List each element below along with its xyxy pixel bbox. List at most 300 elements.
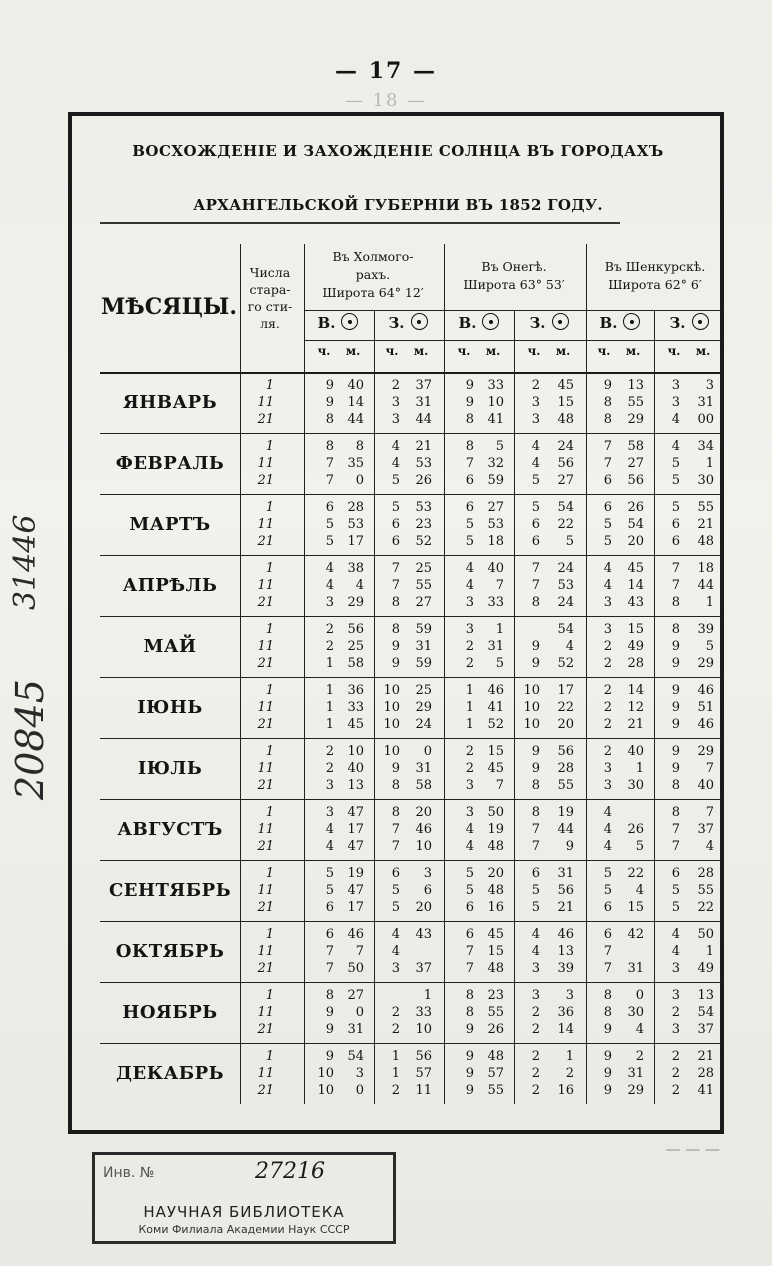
hours-cell: 6	[391, 517, 400, 532]
hours-cell: 8	[603, 988, 612, 1003]
minutes-cell: 31	[415, 761, 432, 776]
hours-cell: 2	[603, 656, 612, 671]
minutes-cell: 49	[627, 639, 644, 654]
hours-cell: 7	[391, 561, 400, 576]
minutes-cell: 55	[627, 395, 644, 410]
minutes-cell: 1	[705, 595, 714, 610]
hours-cell: 5	[671, 473, 680, 488]
minutes-cell: 16	[487, 900, 504, 915]
minutes-cell: 23	[487, 988, 504, 1003]
minutes-cell: 31	[627, 961, 644, 976]
hours-cell: 2	[391, 378, 400, 393]
hours-cell: 5	[603, 866, 612, 881]
minutes-cell: 40	[347, 761, 364, 776]
minutes-cell: 1	[423, 988, 432, 1003]
minutes-cell: 44	[347, 412, 364, 427]
minutes-cell: 21	[557, 900, 574, 915]
hours-cell: 3	[465, 595, 474, 610]
hours-cell: 7	[531, 578, 540, 593]
hours-cell: 8	[531, 778, 540, 793]
minutes-cell: 45	[487, 927, 504, 942]
minutes-cell: 25	[347, 639, 364, 654]
hours-header: ч.	[597, 344, 611, 358]
hours-cell: 7	[465, 961, 474, 976]
minutes-cell: 10	[487, 395, 504, 410]
month-name: АПРѢЛЬ	[122, 575, 218, 596]
sun-symbol-icon	[482, 313, 499, 330]
minutes-cell: 46	[415, 822, 432, 837]
hours-cell: 5	[531, 900, 540, 915]
hours-cell: 8	[465, 412, 474, 427]
minutes-cell: 21	[697, 1049, 714, 1064]
hours-cell: 9	[465, 1083, 474, 1098]
minutes-cell: 20	[557, 717, 574, 732]
hours-cell: 7	[325, 944, 334, 959]
minutes-cell: 37	[415, 378, 432, 393]
minutes-cell: 24	[415, 717, 432, 732]
city-header-line: Широта 62° 6′	[608, 277, 702, 292]
hours-cell: 4	[671, 927, 680, 942]
hours-cell: 1	[465, 683, 474, 698]
month-name: ФЕВРАЛЬ	[115, 453, 225, 474]
day-number: 11	[257, 822, 274, 837]
minutes-cell: 55	[487, 1083, 504, 1098]
minutes-cell: 59	[487, 473, 504, 488]
day-number: 1	[265, 805, 274, 820]
hours-cell: 8	[391, 778, 400, 793]
minutes-cell: 8	[355, 439, 364, 454]
hours-cell: 7	[531, 822, 540, 837]
minutes-cell: 46	[697, 683, 714, 698]
hours-cell: 9	[531, 639, 540, 654]
month-divider	[100, 616, 724, 617]
hours-cell: 5	[465, 534, 474, 549]
day-number: 11	[257, 761, 274, 776]
hours-cell: 8	[325, 439, 334, 454]
hours-cell: 6	[671, 534, 680, 549]
month-divider	[100, 860, 724, 861]
day-number: 1	[265, 561, 274, 576]
hours-cell: 1	[391, 1049, 400, 1064]
day-number: 21	[257, 839, 274, 854]
minutes-cell: 56	[557, 744, 574, 759]
minutes-cell: 20	[415, 805, 432, 820]
minutes-cell: 14	[557, 1022, 574, 1037]
hours-cell: 8	[465, 988, 474, 1003]
minutes-cell: 50	[697, 927, 714, 942]
hours-cell: 2	[531, 1083, 540, 1098]
minutes-cell: 4	[355, 578, 364, 593]
hours-cell: 7	[391, 578, 400, 593]
month-name: ОКТЯБРЬ	[115, 941, 225, 962]
minutes-cell: 43	[627, 595, 644, 610]
city-header-kholmogory	[304, 248, 442, 302]
minutes-cell: 56	[347, 622, 364, 637]
hours-cell: 2	[671, 1066, 680, 1081]
minutes-cell: 54	[557, 500, 574, 515]
minutes-cell: 53	[415, 456, 432, 471]
hours-cell: 2	[325, 639, 334, 654]
hours-cell: 5	[531, 883, 540, 898]
day-number: 11	[257, 395, 274, 410]
hours-cell: 1	[325, 700, 334, 715]
minutes-cell: 29	[415, 700, 432, 715]
minutes-cell: 2	[565, 1066, 574, 1081]
minutes-header: м.	[695, 344, 711, 358]
hours-cell: 9	[531, 656, 540, 671]
stamp-library-name: НАУЧНАЯ БИБЛИОТЕКА	[143, 1203, 345, 1221]
month-divider	[100, 677, 724, 678]
hours-cell: 1	[325, 717, 334, 732]
minutes-cell: 52	[415, 534, 432, 549]
month-name: СЕНТЯБРЬ	[108, 880, 232, 901]
day-number: 1	[265, 866, 274, 881]
hours-cell: 7	[671, 839, 680, 854]
minutes-cell: 3	[565, 988, 574, 1003]
minutes-cell: 30	[627, 1005, 644, 1020]
hours-cell: 6	[531, 517, 540, 532]
minutes-cell: 9	[565, 839, 574, 854]
hours-cell: 2	[603, 639, 612, 654]
hours-cell: 10	[523, 700, 540, 715]
hours-cell: 1	[325, 683, 334, 698]
hours-cell: 7	[465, 944, 474, 959]
hours-header: ч.	[667, 344, 681, 358]
month-divider	[100, 921, 724, 922]
minutes-cell: 3	[423, 866, 432, 881]
minutes-cell: 29	[627, 412, 644, 427]
minutes-cell: 1	[565, 1049, 574, 1064]
minutes-cell: 39	[557, 961, 574, 976]
minutes-cell: 55	[487, 1005, 504, 1020]
hours-cell: 4	[603, 822, 612, 837]
minutes-cell: 38	[347, 561, 364, 576]
minutes-cell: 53	[557, 578, 574, 593]
hours-cell: 9	[603, 1049, 612, 1064]
minutes-cell: 17	[347, 900, 364, 915]
minutes-cell: 51	[697, 700, 714, 715]
header-divider	[304, 310, 724, 311]
minutes-cell: 11	[415, 1083, 432, 1098]
hours-cell: 9	[603, 1022, 612, 1037]
hours-cell: 6	[325, 927, 334, 942]
hours-cell: 6	[391, 866, 400, 881]
hours-cell: 8	[465, 439, 474, 454]
day-number: 11	[257, 517, 274, 532]
minutes-cell: 46	[487, 683, 504, 698]
minutes-cell: 49	[697, 961, 714, 976]
minutes-header: м.	[345, 344, 361, 358]
minutes-cell: 57	[487, 1066, 504, 1081]
day-number: 1	[265, 744, 274, 759]
minutes-cell: 55	[697, 883, 714, 898]
hours-cell: 8	[603, 412, 612, 427]
hours-cell: 4	[671, 439, 680, 454]
minutes-cell: 23	[415, 517, 432, 532]
minutes-cell: 54	[627, 517, 644, 532]
minutes-cell: 33	[487, 595, 504, 610]
hours-cell: 3	[465, 778, 474, 793]
hours-cell: 2	[531, 1005, 540, 1020]
minutes-cell: 4	[635, 1022, 644, 1037]
sun-symbol-icon	[552, 313, 569, 330]
hours-cell: 2	[603, 700, 612, 715]
month-name: АВГУСТЪ	[117, 819, 223, 840]
minutes-cell: 19	[557, 805, 574, 820]
day-number: 11	[257, 1066, 274, 1081]
minutes-cell: 15	[627, 900, 644, 915]
hours-cell: 10	[383, 717, 400, 732]
column-divider	[586, 244, 587, 1104]
month-divider	[100, 738, 724, 739]
hours-cell: 9	[391, 639, 400, 654]
minutes-cell: 47	[347, 839, 364, 854]
hours-cell: 10	[317, 1083, 334, 1098]
column-divider	[240, 244, 241, 1104]
hours-cell: 4	[325, 561, 334, 576]
hours-cell: 2	[325, 761, 334, 776]
hours-cell: 2	[325, 622, 334, 637]
hours-cell: 8	[325, 988, 334, 1003]
minutes-cell: 7	[705, 761, 714, 776]
city-header-line: рахъ.	[355, 267, 391, 282]
hours-cell: 8	[391, 622, 400, 637]
column-divider	[654, 310, 655, 1104]
set-header	[654, 313, 724, 339]
hours-cell: 5	[391, 500, 400, 515]
minutes-cell: 6	[423, 883, 432, 898]
hours-cell: 9	[465, 1066, 474, 1081]
minutes-cell: 53	[415, 500, 432, 515]
hours-cell: 5	[671, 883, 680, 898]
minutes-cell: 31	[697, 395, 714, 410]
hours-cell: 5	[531, 500, 540, 515]
day-number: 11	[257, 944, 274, 959]
hours-cell: 8	[603, 395, 612, 410]
minutes-cell: 14	[627, 578, 644, 593]
stamp-inventory-number: 27216	[255, 1159, 325, 1184]
hours-cell: 4	[325, 839, 334, 854]
minutes-cell: 47	[347, 883, 364, 898]
minutes-cell: 26	[487, 1022, 504, 1037]
hours-cell: 7	[325, 456, 334, 471]
minutes-cell: 31	[487, 639, 504, 654]
month-name: МАЙ	[143, 636, 197, 657]
minutes-cell: 15	[487, 744, 504, 759]
rise-label: В.	[317, 314, 336, 332]
hours-cell: 8	[671, 805, 680, 820]
minutes-cell: 31	[627, 1066, 644, 1081]
day-number: 11	[257, 639, 274, 654]
minutes-cell: 4	[565, 639, 574, 654]
hours-cell: 10	[317, 1066, 334, 1081]
hours-cell: 3	[465, 805, 474, 820]
minutes-cell: 21	[415, 439, 432, 454]
minutes-cell: 28	[557, 761, 574, 776]
hours-cell: 7	[531, 561, 540, 576]
set-header	[374, 313, 442, 339]
day-number: 1	[265, 927, 274, 942]
hours-cell: 2	[603, 717, 612, 732]
hours-cell: 9	[531, 761, 540, 776]
minutes-cell: 26	[415, 473, 432, 488]
minutes-cell: 21	[697, 517, 714, 532]
month-name: ДЕКАБРЬ	[115, 1063, 225, 1084]
hours-cell: 9	[325, 378, 334, 393]
minutes-cell: 33	[487, 378, 504, 393]
minutes-cell: 55	[697, 500, 714, 515]
minutes-cell: 10	[415, 839, 432, 854]
hours-cell: 4	[671, 944, 680, 959]
day-number: 1	[265, 378, 274, 393]
hours-cell: 4	[325, 822, 334, 837]
hours-cell: 7	[671, 822, 680, 837]
minutes-cell: 28	[627, 656, 644, 671]
sun-symbol-icon	[692, 313, 709, 330]
hours-cell: 5	[465, 517, 474, 532]
hours-cell: 4	[465, 561, 474, 576]
minutes-cell: 3	[705, 378, 714, 393]
day-number: 21	[257, 534, 274, 549]
minutes-cell: 29	[697, 656, 714, 671]
minutes-cell: 42	[627, 927, 644, 942]
hours-cell: 2	[391, 1022, 400, 1037]
library-stamp	[92, 1152, 396, 1244]
minutes-cell: 56	[557, 883, 574, 898]
minutes-cell: 4	[705, 839, 714, 854]
minutes-header: м.	[413, 344, 429, 358]
set-label: З.	[388, 314, 405, 332]
dates-header-line: Числа	[249, 265, 291, 280]
set-header	[514, 313, 584, 339]
minutes-cell: 27	[415, 595, 432, 610]
hours-cell: 7	[531, 839, 540, 854]
day-number: 21	[257, 717, 274, 732]
minutes-cell: 32	[487, 456, 504, 471]
hours-cell: 10	[383, 744, 400, 759]
hours-cell: 5	[465, 866, 474, 881]
minutes-cell: 27	[557, 473, 574, 488]
minutes-cell: 46	[347, 927, 364, 942]
city-header-line: Въ Онегѣ.	[481, 259, 547, 274]
day-number: 21	[257, 656, 274, 671]
hours-cell: 7	[671, 578, 680, 593]
hours-cell: 6	[531, 534, 540, 549]
minutes-cell: 53	[347, 517, 364, 532]
minutes-cell: 21	[627, 717, 644, 732]
hours-cell: 5	[465, 883, 474, 898]
minutes-cell: 10	[347, 744, 364, 759]
title-divider	[100, 222, 620, 224]
hours-cell: 3	[603, 622, 612, 637]
day-number: 1	[265, 1049, 274, 1064]
hours-cell: 3	[671, 988, 680, 1003]
hours-cell: 5	[325, 866, 334, 881]
hours-cell: 1	[465, 700, 474, 715]
hours-cell: 9	[671, 717, 680, 732]
day-number: 1	[265, 683, 274, 698]
minutes-cell: 30	[627, 778, 644, 793]
minutes-cell: 54	[557, 622, 574, 637]
minutes-cell: 31	[557, 866, 574, 881]
minutes-cell: 55	[415, 578, 432, 593]
hours-cell: 8	[531, 805, 540, 820]
minutes-cell: 56	[557, 456, 574, 471]
minutes-cell: 44	[697, 578, 714, 593]
hours-cell: 2	[603, 683, 612, 698]
minutes-cell: 5	[705, 639, 714, 654]
minutes-cell: 33	[347, 700, 364, 715]
hours-cell: 4	[603, 578, 612, 593]
minutes-cell: 13	[347, 778, 364, 793]
minutes-cell: 5	[565, 534, 574, 549]
minutes-cell: 22	[557, 517, 574, 532]
minutes-cell: 45	[627, 561, 644, 576]
handwritten-number-upper: 31446	[8, 514, 43, 610]
hours-cell: 3	[603, 778, 612, 793]
minutes-cell: 24	[557, 595, 574, 610]
hours-cell: 2	[465, 656, 474, 671]
hours-cell: 8	[671, 622, 680, 637]
hours-cell: 4	[391, 439, 400, 454]
hours-cell: 4	[603, 805, 612, 820]
set-label: З.	[529, 314, 546, 332]
day-number: 21	[257, 900, 274, 915]
hours-cell: 4	[465, 578, 474, 593]
minutes-header: м.	[625, 344, 641, 358]
minutes-cell: 45	[557, 378, 574, 393]
hours-cell: 2	[531, 1049, 540, 1064]
rise-label: В.	[458, 314, 477, 332]
minutes-cell: 14	[347, 395, 364, 410]
city-header-shenkursk	[586, 258, 724, 294]
minutes-cell: 7	[495, 778, 504, 793]
hours-cell: 8	[391, 805, 400, 820]
minutes-cell: 5	[495, 656, 504, 671]
minutes-cell: 17	[347, 822, 364, 837]
minutes-cell: 37	[697, 822, 714, 837]
bleed-through-text: — — —	[665, 1140, 720, 1158]
minutes-cell: 20	[415, 900, 432, 915]
month-divider	[100, 433, 724, 434]
minutes-cell: 54	[697, 1005, 714, 1020]
hours-cell: 9	[671, 744, 680, 759]
minutes-cell: 58	[627, 439, 644, 454]
hours-cell: 4	[465, 839, 474, 854]
minutes-cell: 46	[697, 717, 714, 732]
hours-cell: 8	[531, 595, 540, 610]
minutes-cell: 15	[557, 395, 574, 410]
month-divider	[100, 1043, 724, 1044]
hours-cell: 5	[391, 473, 400, 488]
minutes-cell: 48	[557, 412, 574, 427]
hours-cell: 8	[603, 1005, 612, 1020]
hours-cell: 6	[531, 866, 540, 881]
table-header	[100, 244, 724, 374]
day-number: 1	[265, 439, 274, 454]
minutes-cell: 22	[627, 866, 644, 881]
month-divider	[100, 555, 724, 556]
minutes-cell: 10	[415, 1022, 432, 1037]
hours-cell: 4	[531, 456, 540, 471]
minutes-cell: 58	[415, 778, 432, 793]
hours-cell: 6	[465, 473, 474, 488]
hours-cell: 2	[603, 744, 612, 759]
minutes-cell: 50	[347, 961, 364, 976]
month-name: НОЯБРЬ	[122, 1002, 218, 1023]
hours-cell: 9	[671, 761, 680, 776]
minutes-cell: 12	[627, 700, 644, 715]
